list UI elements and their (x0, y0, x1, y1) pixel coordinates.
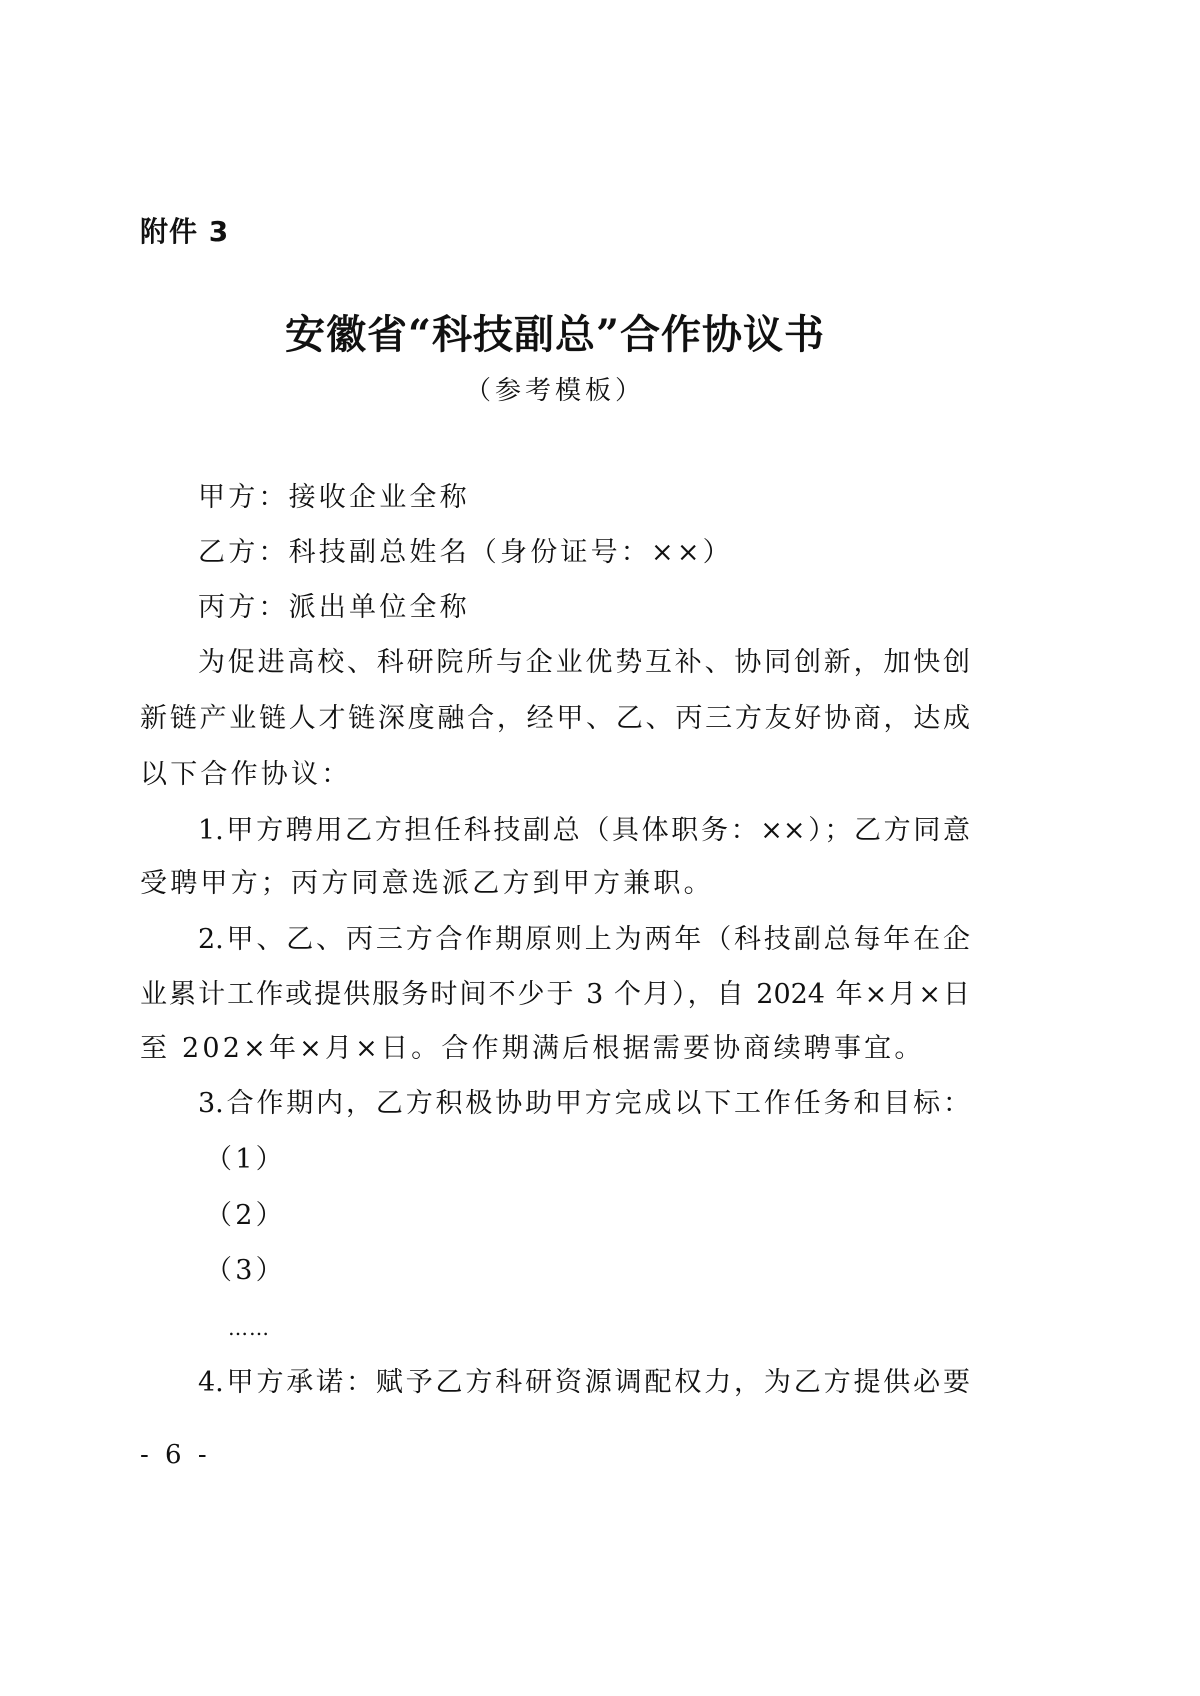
page-number: - 6 - (140, 1440, 211, 1470)
clause-2-line-2: 业累计工作或提供服务时间不少于 3 个月），自 2024 年×月×日 (140, 979, 970, 1010)
clause-2-line-3: 至 202×年×月×日。合作期满后根据需要协商续聘事宜。 (140, 1033, 925, 1064)
preamble-line-2: 新链产业链人才链深度融合，经甲、乙、丙三方友好协商，达成 (140, 703, 970, 734)
party-a: 甲方：接收企业全称 (198, 482, 470, 513)
clause-3-item-1: （1） (205, 1144, 286, 1175)
clause-3-ellipsis: …… (228, 1316, 270, 1340)
preamble-line-1: 为促进高校、科研院所与企业优势互补、协同创新，加快创 (198, 647, 970, 678)
attachment-label: 附件 3 (140, 215, 230, 248)
party-b: 乙方：科技副总姓名（身份证号：××） (198, 537, 733, 568)
clause-1-line-1: 1.甲方聘用乙方担任科技副总（具体职务：××）；乙方同意 (198, 815, 970, 846)
clause-2-line-1: 2.甲、乙、丙三方合作期原则上为两年（科技副总每年在企 (198, 924, 970, 955)
clause-3-item-3: （3） (205, 1255, 286, 1286)
page-subtitle: （参考模板） (464, 376, 645, 406)
preamble-line-3: 以下合作协议： (140, 759, 352, 790)
clause-4-line-1: 4.甲方承诺：赋予乙方科研资源调配权力，为乙方提供必要 (198, 1367, 970, 1398)
clause-1-line-2: 受聘甲方；丙方同意选派乙方到甲方兼职。 (140, 868, 714, 899)
clause-3-item-2: （2） (205, 1200, 286, 1231)
clause-3-intro: 3.合作期内，乙方积极协助甲方完成以下工作任务和目标： (198, 1088, 970, 1119)
page-title: 安徽省“科技副总”合作协议书 (284, 311, 825, 358)
party-c: 丙方：派出单位全称 (198, 592, 470, 623)
